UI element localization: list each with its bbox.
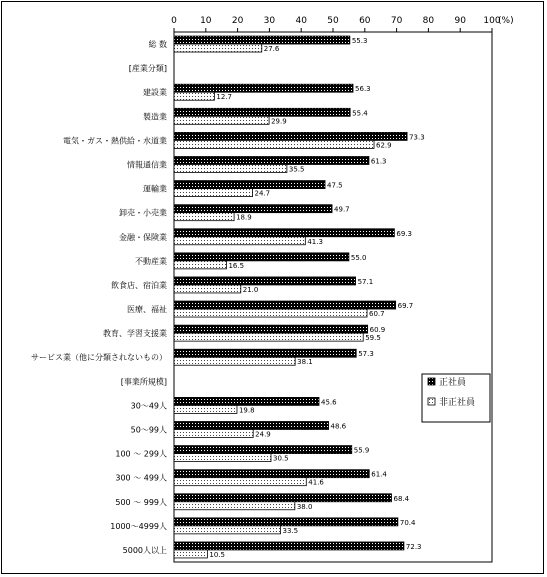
data-label: 38.0 (296, 502, 313, 511)
data-label: 29.9 (271, 117, 287, 126)
x-tick-label: 80 (422, 16, 435, 26)
bar-nonregular (174, 116, 269, 124)
data-label: 61.3 (370, 157, 387, 166)
category-label: 30～49人 (130, 401, 167, 411)
category-label: 総 数 (148, 40, 167, 50)
x-tick-label: 50 (327, 16, 339, 26)
x-tick-label: 30 (263, 16, 276, 26)
data-label: 57.1 (357, 277, 374, 286)
category-label: 製造業 (143, 112, 167, 122)
data-label: 49.7 (334, 205, 350, 214)
data-label: 60.9 (369, 326, 386, 335)
category-label: 金融・保険業 (119, 232, 167, 242)
category-label: 不動産業 (135, 256, 167, 266)
data-label: 16.5 (228, 261, 245, 270)
data-label: 48.6 (330, 422, 347, 431)
bar-regular (174, 397, 319, 405)
bar-regular (174, 542, 404, 550)
data-label: 69.3 (396, 229, 412, 238)
data-label: 19.8 (238, 406, 255, 415)
bar-nonregular (174, 237, 305, 245)
bar-regular (174, 470, 369, 478)
category-label: 500 ～ 999人 (115, 497, 167, 507)
bar-regular (174, 36, 350, 44)
legend-entry: 非正社員 (439, 398, 476, 408)
data-label: 59.5 (365, 334, 381, 343)
category-label: 運輸業 (143, 184, 167, 194)
bar-regular (174, 446, 352, 454)
data-label: 72.3 (405, 542, 422, 551)
x-tick-label: 0 (171, 16, 177, 26)
category-label: 教育、学習支援業 (103, 329, 167, 339)
data-label: 24.7 (254, 189, 271, 198)
bar-nonregular (174, 261, 226, 269)
bar-nonregular (174, 165, 287, 173)
bar-regular (174, 253, 349, 261)
category-label: 情報通信業 (127, 160, 167, 170)
category-label: 建設業 (143, 88, 167, 98)
bar-nonregular (174, 92, 214, 100)
data-label: 41.3 (307, 237, 323, 246)
bar-regular (174, 422, 329, 430)
bar-nonregular (174, 454, 271, 462)
x-tick-label: 70 (390, 16, 403, 26)
bar-regular (174, 181, 325, 189)
bar-regular (174, 132, 407, 140)
bar-nonregular (174, 357, 295, 365)
data-label: 73.3 (409, 133, 425, 142)
unit-label: (%) (498, 16, 514, 26)
bar-nonregular (174, 478, 306, 486)
category-label: 卸売・小売業 (119, 208, 167, 218)
legend-swatch-regular (428, 378, 435, 385)
bar-nonregular (174, 405, 237, 413)
bar-nonregular (174, 502, 295, 510)
legend-entry: 正社員 (439, 378, 467, 388)
bar-nonregular (174, 213, 234, 221)
category-label: 電気・ガス・熱供給・水道業 (63, 136, 167, 146)
data-label: 10.5 (209, 550, 225, 559)
category-label: 50～99人 (130, 425, 167, 435)
data-label: 35.5 (288, 165, 305, 174)
bar-nonregular (174, 44, 262, 52)
category-label: 300 ～ 499人 (115, 473, 167, 483)
bar-nonregular (174, 189, 253, 197)
x-tick-label: 100 (483, 16, 501, 26)
bar-nonregular (174, 526, 281, 534)
bar-nonregular (174, 430, 253, 438)
data-label: 18.9 (236, 213, 252, 222)
x-tick-label: 60 (359, 16, 371, 26)
data-label: 38.1 (297, 358, 313, 367)
legend-swatch-nonregular (428, 398, 435, 405)
data-label: 68.4 (393, 494, 410, 503)
data-label: 55.4 (352, 109, 368, 118)
bar-regular (174, 349, 356, 357)
bar-nonregular (174, 140, 374, 148)
data-label: 56.3 (355, 85, 371, 94)
category-label: サービス業（他に分類されないもの） (31, 353, 167, 363)
data-label: 61.4 (371, 470, 387, 479)
category-label: 1000～4999人 (110, 521, 167, 531)
data-label: 60.7 (369, 310, 385, 319)
bar-regular (174, 277, 356, 285)
bar-regular (174, 301, 396, 309)
data-label: 62.9 (376, 141, 392, 150)
category-label: 医療、福祉 (127, 305, 167, 315)
category-label: 5000人以上 (122, 545, 167, 555)
data-label: 55.3 (351, 37, 368, 46)
bar-nonregular (174, 333, 363, 341)
bar-regular (174, 205, 332, 213)
bar-regular (174, 518, 398, 526)
data-label: 69.7 (397, 302, 414, 311)
data-label: 55.0 (350, 253, 367, 262)
x-tick-label: 40 (295, 16, 307, 26)
data-label: 12.7 (216, 93, 232, 102)
bar-regular (174, 157, 369, 165)
x-tick-label: 10 (200, 16, 212, 26)
bar-layer (174, 36, 407, 558)
data-label: 27.6 (263, 45, 280, 54)
data-label: 30.5 (272, 454, 289, 463)
bar-nonregular (174, 285, 241, 293)
data-label: 45.6 (321, 398, 337, 407)
bar-regular (174, 84, 353, 92)
chart-frame (1, 1, 544, 574)
x-tick-label: 90 (454, 16, 466, 26)
data-label: 24.9 (255, 430, 271, 439)
bar-regular (174, 325, 368, 333)
legend (422, 374, 490, 422)
bar-nonregular (174, 309, 367, 317)
data-label: 55.9 (353, 446, 370, 455)
x-tick-label: 20 (231, 16, 244, 26)
category-header: [事業所規模] (120, 377, 167, 387)
category-label: 100 ～ 299人 (115, 449, 167, 459)
bar-regular (174, 108, 350, 116)
data-label: 41.6 (308, 478, 324, 487)
bar-nonregular (174, 550, 207, 558)
data-label: 47.5 (327, 181, 343, 190)
category-label: 飲食店、宿泊業 (111, 280, 167, 290)
bar-chart (2, 2, 545, 575)
bar-regular (174, 229, 394, 237)
data-label: 70.4 (399, 518, 416, 527)
category-header: [産業分類] (128, 64, 167, 74)
bar-regular (174, 494, 392, 502)
data-label: 21.0 (242, 285, 259, 294)
data-label: 57.3 (358, 350, 374, 359)
data-label: 33.5 (282, 526, 299, 535)
